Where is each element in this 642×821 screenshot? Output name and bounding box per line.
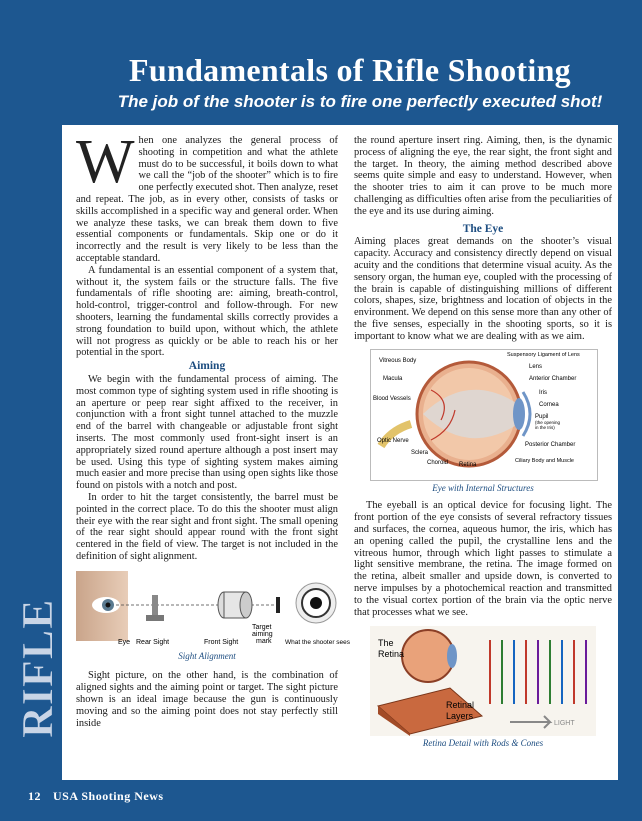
article-page	[62, 125, 618, 780]
rear-sight-shape	[152, 595, 158, 617]
fundamental-paragraph: A fundamental is an essential component of a system that, without it, the system fails or the structure falls. The five fundamentals of rifle shooting are: aiming, breath-control, hold-control, trigger-control and follow-through. For new shooters, learning the fundamental skills correctly provides a strong foundation to build upon, without which, the athlete will not progress as quickly or be able to reach his or her potential in the sport.	[76, 264, 338, 359]
retina-eyeball	[402, 630, 454, 682]
alignment-paragraph: In order to hit the target consistently, the barrel must be pointed in the correct place. To do this the shooter must align their eye with the rear sight and front sight. The small opening of the rear sight should appear round with the front sight centered in the field of view. The target is not included in the definition of sight alignment.	[76, 491, 338, 562]
label-the: The	[378, 638, 394, 649]
label-target-1: Target	[252, 623, 272, 631]
label-anterior-chamber: Anterior Chamber	[529, 375, 577, 382]
eye-diagram-figure	[370, 349, 598, 481]
retina-figure	[370, 626, 596, 736]
rifle-vertical-text: RIFLE	[13, 598, 62, 738]
rifle-sidebar-label	[12, 588, 60, 738]
label-retina: Retina	[459, 461, 477, 468]
publication-name: USA Shooting News	[53, 789, 164, 803]
label-iris: Iris	[539, 389, 547, 396]
intro-paragraph	[76, 128, 338, 265]
eyeball-paragraph: The eyeball is an optical device for focusing light. The front portion of the eye consists of several refractory tissues and surfaces, the cornea, aqueous humor, the iris, which has an opening called the pupil, the crystalline lens and the vitreous humor, through which light passes to stimulate a light sensitive membrane, the retina. The image formed on the retina, albeit smaller and upside down, is converted to nerve impulses by a photochemical reaction and transmitted to the visual cortex portion of the brain via the optic nerve that processes what we see.	[354, 500, 612, 618]
label-pupil-1: Pupil	[535, 413, 549, 420]
page-number: 12	[28, 789, 41, 803]
label-retinal: Retinal	[446, 700, 475, 711]
lens-shape	[513, 398, 525, 430]
article-subtitle: The job of the shooter is to fire one perfectly executed shot!	[117, 92, 603, 111]
heading-aiming: Aiming	[188, 360, 226, 373]
label-rear-sight: Rear Sight	[136, 638, 170, 646]
label-choroid: Choroid	[427, 459, 449, 466]
sight-picture-paragraph: Sight picture, on the other hand, is the combination of aligned sights and the aiming point or target. The sight picture shown is an ideal image because the gun is continuously moving and so the aiming point does not stay perfectly still inside	[76, 670, 338, 729]
column-right	[354, 135, 612, 754]
label-target-2: aiming	[252, 630, 273, 638]
column-left	[76, 128, 351, 729]
heading-eye: The Eye	[462, 222, 504, 235]
label-blood-vessels: Blood Vessels	[373, 395, 411, 402]
page-footer	[28, 789, 176, 804]
label-eye: Eye	[118, 638, 131, 646]
drop-cap: W	[76, 128, 135, 196]
label-front-sight: Front Sight	[204, 638, 239, 646]
caption-sight-alignment: Sight Alignment	[178, 650, 236, 661]
sight-alignment-figure	[76, 571, 351, 649]
dynamic-paragraph: the round aperture insert ring. Aiming, then, is the dynamic process of aligning the eye, the rear sight, the front sight and the target. In theory, the aiming method described above seems quite simple and easy to understand. However, when the shooter tries to aim it can prove to be much more challenging as difficulties often arise from the peculiarities of the eye and its use during aiming.	[354, 135, 612, 217]
label-ciliary: Ciliary Body and Muscle	[515, 457, 574, 464]
label-cornea: Cornea	[539, 401, 559, 408]
intro-text: hen one analyzes the general process of shooting in competition and what the athlete must do to be successful, it boils down to what we call the “job of the shooter” which is to fire one perfectly executed shot. Then analyze, reset and repeat. The job, as in every other, consists of tasks or skills accomplished in a specific way and general order. When we analyze these tasks, we can break them down to five essential components or fundamentals. Skip one or do it incorrectly and the result is very likely to be less than the acceptable standard.	[76, 135, 338, 264]
label-ligament: Suspensory Ligament of Lens	[507, 351, 580, 358]
eye-paragraph: Aiming places great demands on the shooter’s visual capacity. Accuracy and consistency directly depend on visual acuity and the conditions that determine visual acuity. As the sensory organ, the human eye, coupled with the processing of the brain is capable of distinguishing millions of different colors, shapes, size, brightness and location of objects in the environment. We depend on this sense more than any other of the five senses, especially in the shooting sports, so it is important to know what we are dealing with as we aim.	[354, 236, 612, 342]
label-light: LIGHT	[554, 720, 575, 728]
aiming-paragraph: We begin with the fundamental process of aiming. The most common type of sighting system used in rifle shooting is an aperture or peep rear sight affixed to the receiver, in conjunction with a front sight tunnel attached to the muzzle end of the barrel with changeable or adjustable front sight inserts. The most commonly used front-sight insert is an appropriately sized round aperture although a post insert may be used. Using this type of sighting system makes aiming much easier and more precise than using open sights like those found on pistols with a notch and post.	[76, 373, 338, 492]
label-lens: Lens	[529, 363, 543, 370]
label-target-3: mark	[256, 637, 272, 645]
caption-retina: Retina Detail with Rods & Cones	[422, 738, 544, 749]
article-title: Fundamentals of Rifle Shooting	[129, 52, 571, 88]
label-posterior-chamber: Posterior Chamber	[525, 441, 576, 448]
label-retina-title: Retina	[378, 649, 405, 660]
label-layers: Layers	[446, 711, 474, 722]
label-pupil-3: in the Iris)	[535, 424, 555, 430]
label-pupil-2: (the opening	[535, 419, 561, 425]
label-shooter-sees: What the shooter sees	[285, 638, 351, 646]
label-vitreous: Vitreous Body	[379, 357, 417, 364]
label-optic-nerve: Optic Nerve	[377, 437, 409, 444]
caption-eye-structures: Eye with Internal Structures	[432, 482, 534, 493]
label-macula: Macula	[383, 375, 403, 382]
label-sclera: Sclera	[411, 449, 429, 456]
